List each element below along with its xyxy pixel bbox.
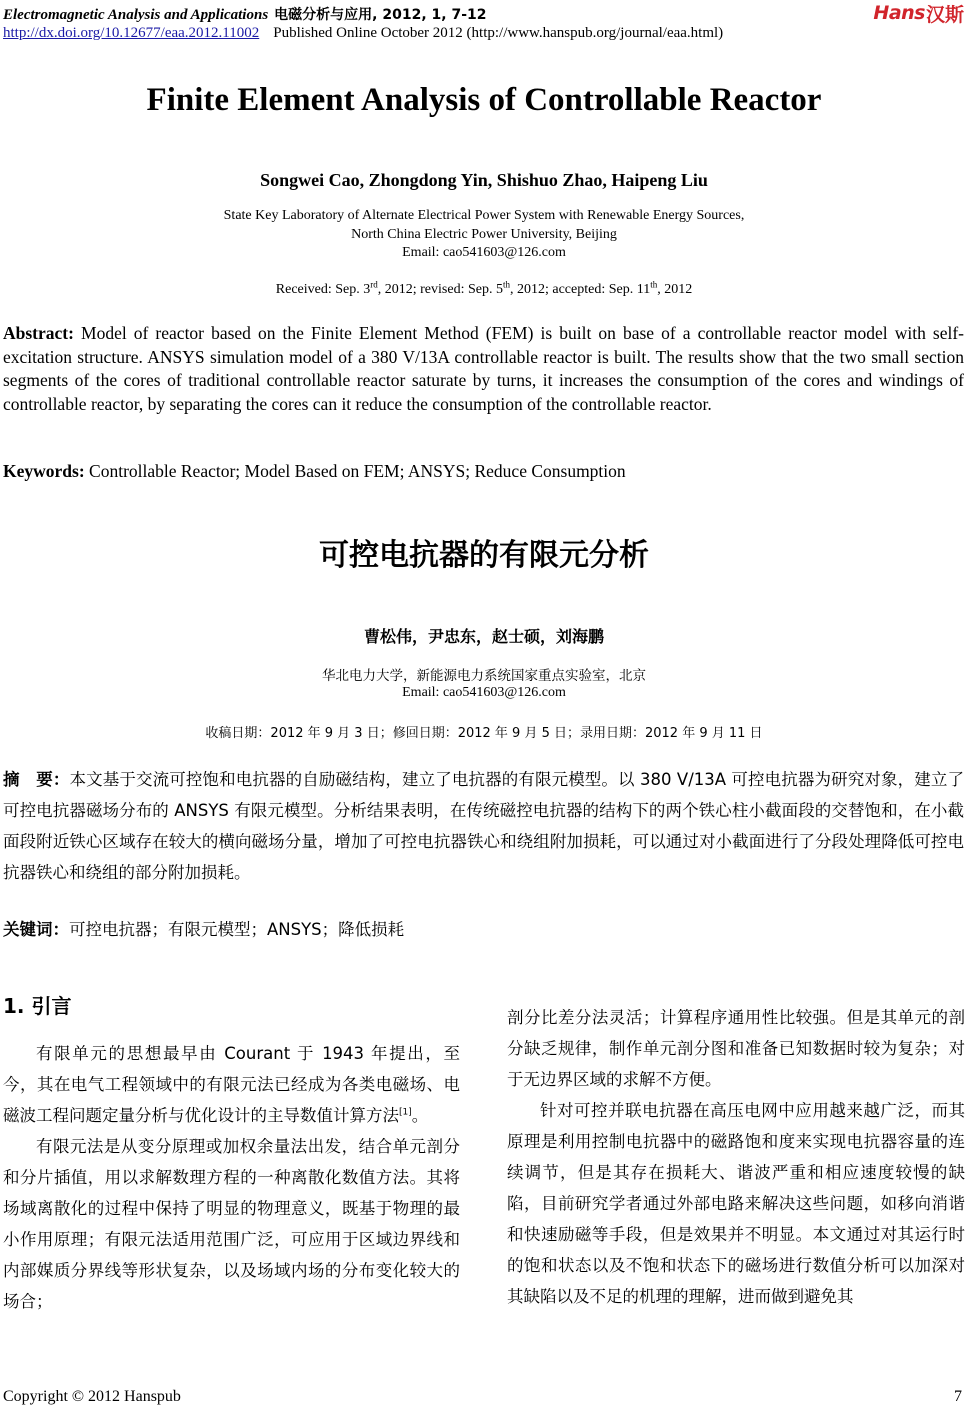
abstract-en	[3, 322, 964, 416]
doi-link[interactable]: http://dx.doi.org/10.12677/eaa.2012.11002	[3, 25, 260, 41]
email-en: Email: cao541603@126.com	[402, 245, 566, 260]
logo-text-cn: 汉斯	[925, 3, 964, 26]
citation: [1]	[399, 1107, 412, 1118]
keywords-text: Controllable Reactor; Model Based on FEM; ANSYS; Reduce Consumption	[89, 461, 626, 481]
paper-title-en: Finite Element Analysis of Controllable Reactor	[146, 82, 822, 118]
keywords-en	[3, 460, 964, 484]
hans-logo	[873, 2, 964, 24]
journal-issue-cn: 电磁分析与应用, 2012, 1, 7-12	[274, 7, 487, 23]
abstract-text: Model of reactor based on the Finite Element Method (FEM) is built on base of a controllable reactor model with self-excitation structure. ANSYS simulation model of a 380 V/13A controllable reactor is built. The results show that the two small section segments of the cores of traditional controllable reactor saturate by turns, it increases the consumption of the cores and windings of controllable reactor, by separating the cores can it reduce the consumption of the controllable reactor.	[3, 323, 964, 414]
abstract-label: Abstract:	[3, 323, 74, 343]
logo-text-en: Hans	[873, 2, 925, 24]
dates-en: Received: Sep. 3rd, 2012; revised: Sep. 5th, 2012; accepted: Sep. 11th, 2012	[275, 279, 693, 297]
footer-copyright: Copyright © 2012 Hanspub	[3, 1388, 181, 1405]
keywords-label: Keywords:	[3, 461, 85, 481]
email-cn: Email: cao541603@126.com	[402, 685, 566, 700]
abstract-cn-text: 本文基于交流可控饱和电抗器的自励磁结构，建立了电抗器的有限元模型。以 380 V/13A 可控电抗器为研究对象，建立了可控电抗器磁场分布的 ANSYS 有限元模型。分析结果表明，在传统磁控电抗器的结构下的两个铁心柱小截面段的交替饱和，在小截面段附近铁心区域存在较大的横向磁场分量，增加了可控电抗器铁心和绕组附加损耗，可以通过对小截面进行了分段处理降低可控电抗器铁心和绕组的部分附加损耗。	[3, 770, 965, 882]
body-paragraph: 针对可控并联电抗器在高压电网中应用越来越广泛，而其原理是利用控制电抗器中的磁路饱和度来实现电抗器容量的连续调节，但是其存在损耗大、谐波严重和相应速度较慢的缺陷，目前研究学者通过外部电路来解决这些问题，如移向消谐和快速励磁等手段，但是效果并不明显。本文通过对其运行时的饱和状态以及不饱和状态下的磁场进行数值分析可以加深对其缺陷以及不足的机理的理解，进而做到避免其	[507, 1101, 965, 1306]
keywords-cn	[3, 914, 964, 945]
published-online: Published Online October 2012 (http://www.hanspub.org/journal/eaa.html)	[273, 25, 724, 41]
affiliation-cn: 华北电力大学，新能源电力系统国家重点实验室，北京	[322, 668, 646, 684]
dates-cn: 收稿日期：2012 年 9 月 3 日；修回日期：2012 年 9 月 5 日；录用日期：2012 年 9 月 11 日	[205, 726, 763, 741]
body-column-right	[507, 1002, 965, 1312]
body-paragraph: 有限元法是从变分原理或加权余量法出发，结合单元剖分和分片插值，用以求解数理方程的一种离散化数值方法。其将场域离散化的过程中保持了明显的物理意义，既基于物理的最小作用原理；有限元法适用范围广泛，可应用于区域边界线和内部媒质分界线等形状复杂，以及场域内场的分布变化较大的场合；	[3, 1137, 460, 1311]
affiliation-en-line1: State Key Laboratory of Alternate Electrical Power System with Renewable Energy Sources,	[223, 208, 745, 223]
keywords-cn-label: 关键词：	[3, 920, 69, 939]
body-column-left	[3, 1038, 460, 1317]
body-paragraph: 剖分比差分法灵活；计算程序通用性比较强。但是其单元的剖分缺乏规律，制作单元剖分图和准备已知数据时较为复杂；对于无边界区域的求解不方便。	[507, 1008, 965, 1089]
affiliation-en-line2: North China Electric Power University, Beijing	[351, 227, 617, 242]
authors-en: Songwei Cao, Zhongdong Yin, Shishuo Zhao, Haipeng Liu	[260, 170, 708, 190]
doi-row	[3, 25, 723, 42]
abstract-cn	[3, 764, 964, 888]
journal-name: Electromagnetic Analysis and Applications	[3, 7, 269, 23]
authors-cn: 曹松伟，尹忠东，赵士硕，刘海鹏	[363, 627, 604, 646]
keywords-cn-text: 可控电抗器；有限元模型；ANSYS；降低损耗	[69, 920, 405, 939]
abstract-cn-label: 摘 要：	[3, 770, 70, 789]
page-number: 7	[954, 1388, 962, 1405]
journal-header	[3, 4, 487, 24]
body-paragraph: 有限单元的思想最早由 Courant 于 1943 年提出，至今，其在电气工程领域中的有限元法已经成为各类电磁场、电磁波工程问题定量分析与优化设计的主导数值计算方法[1]。	[3, 1044, 460, 1125]
paper-title-cn: 可控电抗器的有限元分析	[319, 538, 649, 573]
section-heading: 1. 引言	[3, 994, 72, 1018]
